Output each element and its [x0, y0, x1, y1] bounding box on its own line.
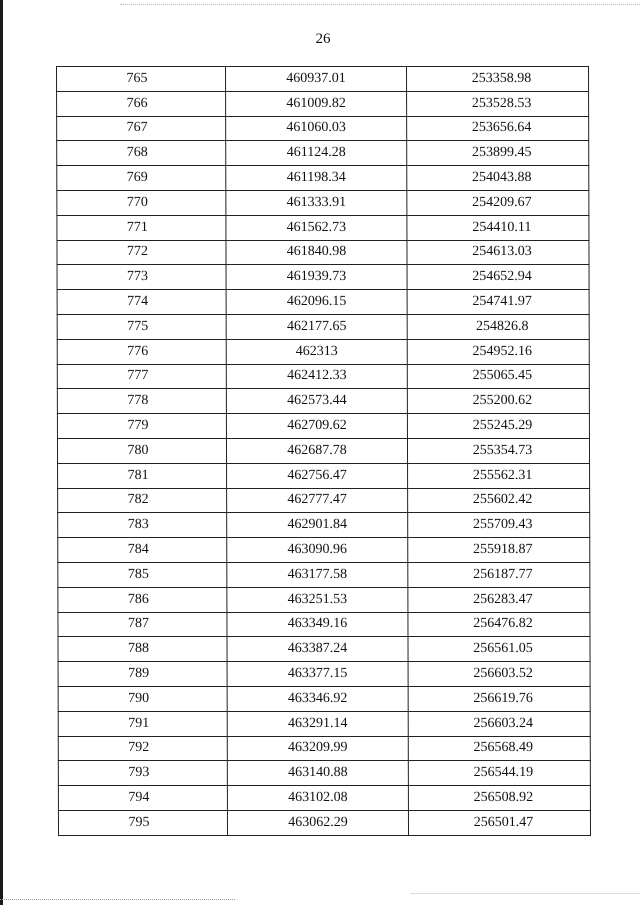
table-row [57, 290, 589, 315]
table-row [57, 389, 589, 414]
y-coordinate-cell: 255245.29 [407, 414, 589, 439]
x-coordinate-cell: 461840.98 [226, 240, 407, 265]
scan-top-border [120, 4, 640, 5]
x-coordinate-cell: 461060.03 [226, 116, 407, 141]
x-coordinate-cell: 460937.01 [226, 67, 407, 92]
y-coordinate-cell: 254209.67 [407, 190, 589, 215]
y-coordinate-cell: 254613.03 [407, 240, 589, 265]
table-row [57, 314, 589, 339]
x-coordinate-cell: 463102.08 [227, 786, 408, 811]
y-coordinate-cell: 256603.52 [408, 662, 590, 687]
y-coordinate-cell: 253899.45 [407, 141, 589, 166]
table-row [58, 538, 590, 563]
x-coordinate-cell: 461939.73 [226, 265, 407, 290]
x-coordinate-cell: 462573.44 [226, 389, 407, 414]
point-number-cell: 791 [58, 711, 227, 736]
y-coordinate-cell: 255918.87 [408, 538, 590, 563]
y-coordinate-cell: 254741.97 [407, 290, 589, 315]
table-row [57, 91, 589, 116]
point-number-cell: 773 [57, 265, 226, 290]
point-number-cell: 778 [57, 389, 226, 414]
x-coordinate-cell: 462709.62 [226, 414, 407, 439]
point-number-cell: 782 [58, 488, 227, 513]
table-row [58, 587, 590, 612]
y-coordinate-cell: 255200.62 [407, 389, 589, 414]
y-coordinate-cell: 253528.53 [407, 91, 589, 116]
y-coordinate-cell: 255065.45 [407, 364, 589, 389]
point-number-cell: 765 [57, 67, 226, 92]
x-coordinate-cell: 462412.33 [226, 364, 407, 389]
scan-edge [0, 0, 3, 905]
y-coordinate-cell: 254043.88 [407, 166, 589, 191]
x-coordinate-cell: 461009.82 [226, 91, 407, 116]
y-coordinate-cell: 256603.24 [408, 711, 590, 736]
y-coordinate-cell: 254652.94 [407, 265, 589, 290]
table-row [57, 67, 589, 92]
y-coordinate-cell: 253358.98 [407, 67, 589, 92]
y-coordinate-cell: 256283.47 [408, 587, 590, 612]
table-row [58, 711, 590, 736]
y-coordinate-cell: 255354.73 [407, 438, 589, 463]
point-number-cell: 770 [57, 190, 226, 215]
point-number-cell: 766 [57, 91, 226, 116]
table-row [58, 761, 590, 786]
y-coordinate-cell: 255709.43 [408, 513, 590, 538]
table-row [58, 810, 590, 835]
point-number-cell: 794 [58, 786, 227, 811]
x-coordinate-cell: 463346.92 [227, 686, 408, 711]
point-number-cell: 789 [58, 662, 227, 687]
table-row [57, 265, 589, 290]
y-coordinate-cell: 255602.42 [408, 488, 590, 513]
point-number-cell: 785 [58, 562, 227, 587]
point-number-cell: 783 [58, 513, 227, 538]
x-coordinate-cell: 463140.88 [227, 761, 408, 786]
table-row [58, 463, 590, 488]
x-coordinate-cell: 463251.53 [227, 587, 408, 612]
x-coordinate-cell: 462096.15 [226, 290, 407, 315]
point-number-cell: 793 [58, 761, 227, 786]
coordinates-table [56, 66, 591, 836]
x-coordinate-cell: 462687.78 [226, 438, 407, 463]
coordinates-table-body [57, 67, 591, 836]
x-coordinate-cell: 462777.47 [227, 488, 408, 513]
coordinates-table-container [56, 66, 590, 836]
point-number-cell: 779 [57, 414, 226, 439]
point-number-cell: 777 [57, 364, 226, 389]
point-number-cell: 774 [57, 290, 226, 315]
table-row [58, 637, 590, 662]
y-coordinate-cell: 256501.47 [408, 810, 590, 835]
y-coordinate-cell: 253656.64 [407, 116, 589, 141]
x-coordinate-cell: 462901.84 [227, 513, 408, 538]
point-number-cell: 771 [57, 215, 226, 240]
page-number: 26 [315, 31, 331, 47]
y-coordinate-cell: 256568.49 [408, 736, 590, 761]
table-row [57, 414, 589, 439]
point-number-cell: 787 [58, 612, 227, 637]
point-number-cell: 784 [58, 538, 227, 563]
table-row [57, 116, 589, 141]
table-row [57, 240, 589, 265]
x-coordinate-cell: 461562.73 [226, 215, 407, 240]
table-row [58, 786, 590, 811]
point-number-cell: 769 [57, 166, 226, 191]
y-coordinate-cell: 256187.77 [408, 562, 590, 587]
table-row [58, 612, 590, 637]
y-coordinate-cell: 254952.16 [407, 339, 589, 364]
x-coordinate-cell: 463177.58 [227, 562, 408, 587]
y-coordinate-cell: 254410.11 [407, 215, 589, 240]
table-row [58, 686, 590, 711]
table-row [57, 166, 589, 191]
point-number-cell: 776 [57, 339, 226, 364]
x-coordinate-cell: 462756.47 [227, 463, 408, 488]
point-number-cell: 795 [58, 810, 227, 835]
y-coordinate-cell: 256508.92 [408, 786, 590, 811]
y-coordinate-cell: 256476.82 [408, 612, 590, 637]
point-number-cell: 792 [58, 736, 227, 761]
x-coordinate-cell: 463387.24 [227, 637, 408, 662]
table-row [58, 736, 590, 761]
point-number-cell: 767 [57, 116, 226, 141]
x-coordinate-cell: 463090.96 [227, 538, 408, 563]
point-number-cell: 768 [57, 141, 226, 166]
point-number-cell: 781 [58, 463, 227, 488]
scan-bottom-rule [410, 893, 640, 894]
y-coordinate-cell: 256619.76 [408, 686, 590, 711]
table-row [58, 513, 590, 538]
point-number-cell: 790 [58, 686, 227, 711]
x-coordinate-cell: 462313 [226, 339, 407, 364]
table-row [58, 562, 590, 587]
x-coordinate-cell: 463377.15 [227, 662, 408, 687]
table-row [57, 364, 589, 389]
table-row [57, 141, 589, 166]
point-number-cell: 772 [57, 240, 226, 265]
x-coordinate-cell: 462177.65 [226, 314, 407, 339]
point-number-cell: 775 [57, 314, 226, 339]
x-coordinate-cell: 463209.99 [227, 736, 408, 761]
x-coordinate-cell: 463291.14 [227, 711, 408, 736]
x-coordinate-cell: 461333.91 [226, 190, 407, 215]
table-row [57, 339, 589, 364]
x-coordinate-cell: 463062.29 [227, 810, 408, 835]
x-coordinate-cell: 463349.16 [227, 612, 408, 637]
y-coordinate-cell: 255562.31 [408, 463, 590, 488]
table-row [58, 662, 590, 687]
point-number-cell: 788 [58, 637, 227, 662]
scan-bottom-border [0, 899, 235, 900]
x-coordinate-cell: 461124.28 [226, 141, 407, 166]
y-coordinate-cell: 256561.05 [408, 637, 590, 662]
table-row [58, 488, 590, 513]
table-row [57, 215, 589, 240]
x-coordinate-cell: 461198.34 [226, 166, 407, 191]
point-number-cell: 780 [57, 438, 226, 463]
point-number-cell: 786 [58, 587, 227, 612]
table-row [57, 438, 589, 463]
table-row [57, 190, 589, 215]
y-coordinate-cell: 254826.8 [407, 314, 589, 339]
y-coordinate-cell: 256544.19 [408, 761, 590, 786]
